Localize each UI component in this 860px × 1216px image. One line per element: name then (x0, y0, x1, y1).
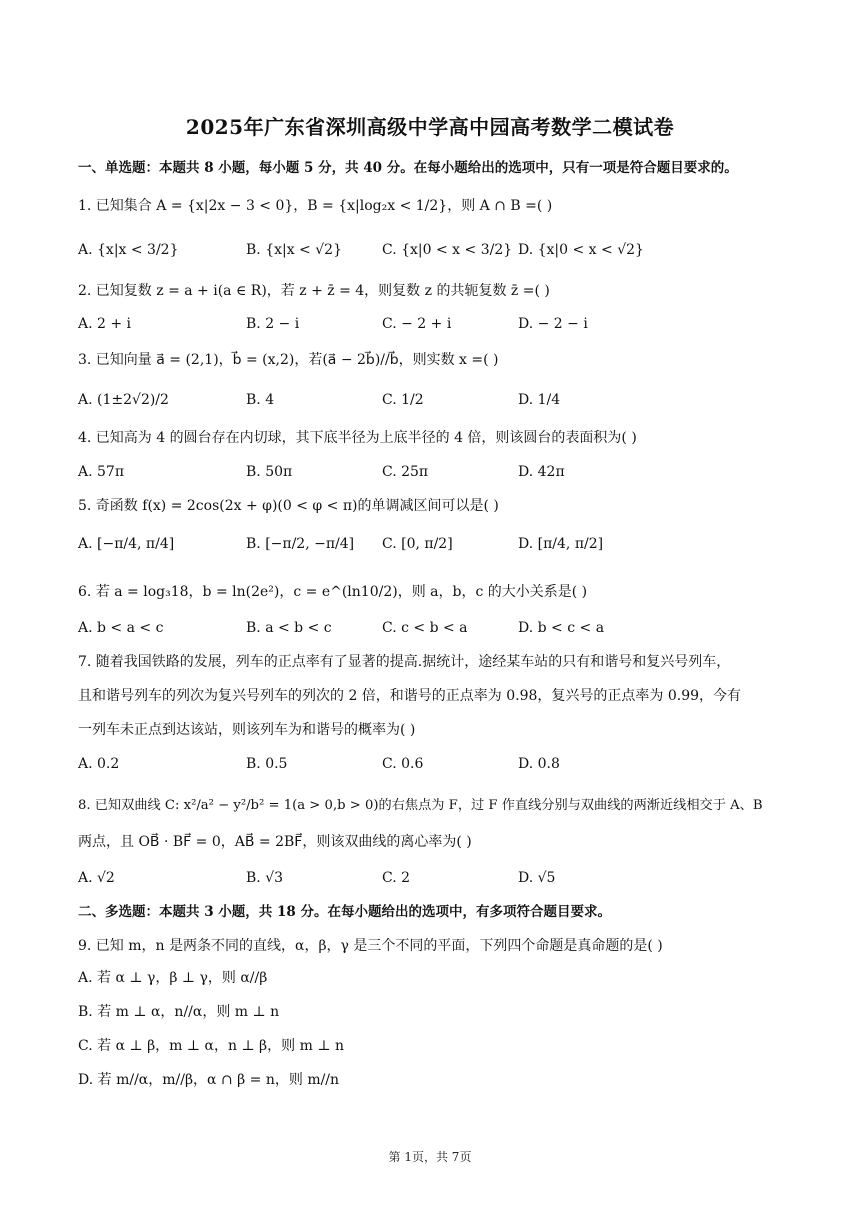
option-c: C. 若 α ⊥ β，m ⊥ α，n ⊥ β，则 m ⊥ n (78, 1038, 344, 1054)
option-d: D. 若 m//α，m//β，α ∩ β = n，则 m//n (78, 1072, 340, 1088)
question-stem: 7. 随着我国铁路的发展，列车的正点率有了显著的提高.据统计，途经某车站的只有和谐号和复兴号列车， (78, 654, 731, 670)
option-b: B. 2 − i (246, 316, 300, 332)
option-b: B. 0.5 (246, 756, 288, 772)
option-d: D. b < c < a (518, 620, 605, 636)
option-b: B. {x|x < √2} (246, 242, 342, 258)
question-stem: 1. 已知集合 A = {x|2x − 3 < 0}，B = {x|log₂x < 1/2}，则 A ∩ B =( ) (78, 198, 553, 214)
option-d: D. 42π (518, 464, 565, 480)
option-c: C. − 2 + i (382, 316, 452, 332)
option-c: C. 25π (382, 464, 429, 480)
option-b: B. 50π (246, 464, 293, 480)
option-a: A. 57π (78, 464, 125, 480)
option-c: C. 1/2 (382, 392, 424, 408)
option-b: B. 若 m ⊥ α，n//α，则 m ⊥ n (78, 1004, 280, 1020)
option-b: B. a < b < c (246, 620, 332, 636)
option-a: A. 0.2 (78, 756, 120, 772)
page-title: 2025年广东省深圳高级中学高中园高考数学二模试卷 (185, 115, 675, 139)
option-d: D. − 2 − i (518, 316, 588, 332)
option-c: C. {x|0 < x < 3/2} (382, 242, 513, 258)
question-stem: 8. 已知双曲线 C: x²/a² − y²/b² = 1(a > 0,b > 0)的右焦点为 F，过 F 作直线分别与双曲线的两渐近线相交于 A、B (78, 798, 763, 813)
option-c: C. c < b < a (382, 620, 468, 636)
option-a: A. 2 + i (78, 316, 132, 332)
question-stem: 9. 已知 m，n 是两条不同的直线，α，β，γ 是三个不同的平面，下列四个命题是真命题的是( ) (78, 938, 663, 954)
option-a: A. b < a < c (78, 620, 164, 636)
option-b: B. 4 (246, 392, 275, 408)
option-c: C. [0, π/2] (382, 536, 453, 552)
question-stem-continued: 且和谐号列车的列次为复兴号列车的列次的 2 倍，和谐号的正点率为 0.98，复兴号的正点率为 0.99，今有 (78, 688, 742, 704)
question-stem: 5. 奇函数 f(x) = 2cos(2x + φ)(0 < φ < π)的单调减区间可以是( ) (78, 498, 499, 514)
option-c: C. 0.6 (382, 756, 424, 772)
option-a: A. [−π/4, π/4] (78, 536, 175, 552)
option-c: C. 2 (382, 870, 411, 886)
option-d: D. √5 (518, 870, 556, 886)
option-a: A. 若 α ⊥ γ，β ⊥ γ，则 α//β (78, 970, 268, 986)
option-b: B. [−π/2, −π/4] (246, 536, 355, 552)
question-stem: 6. 若 a = log₃18，b = ln(2e²)，c = e^(ln10/2)，则 a，b，c 的大小关系是( ) (78, 584, 588, 600)
question-stem: 2. 已知复数 z = a + i(a ∈ R)，若 z + z̄ = 4，则复数 z 的共轭复数 z̄ =( ) (78, 283, 550, 299)
option-a: A. {x|x < 3/2} (78, 242, 179, 258)
option-b: B. √3 (246, 870, 284, 886)
option-a: A. (1±2√2)/2 (78, 392, 169, 408)
option-d: D. [π/4, π/2] (518, 536, 604, 552)
option-a: A. √2 (78, 870, 115, 886)
section-heading-single-choice: 一、单选题：本题共 8 小题，每小题 5 分，共 40 分。在每小题给出的选项中，只有一项是符合题目要求的。 (78, 160, 738, 176)
option-d: D. {x|0 < x < √2} (518, 242, 644, 258)
option-d: D. 1/4 (518, 392, 561, 408)
question-stem-continued: 两点，且 OB⃗ · BF⃗ = 0，AB⃗ = 2BF⃗，则该双曲线的离心率为( ) (78, 834, 472, 850)
option-d: D. 0.8 (518, 756, 560, 772)
question-stem-continued: 一列车未正点到达该站，则该列车为和谐号的概率为( ) (78, 722, 416, 738)
question-stem: 4. 已知高为 4 的圆台存在内切球，其下底半径为上底半径的 4 倍，则该圆台的表面积为( ) (78, 430, 637, 446)
section-heading-multiple-choice: 二、多选题：本题共 3 小题，共 18 分。在每小题给出的选项中，有多项符合题目要求。 (78, 904, 611, 920)
question-stem: 3. 已知向量 a⃗ = (2,1)，b⃗ = (x,2)，若(a⃗ − 2b⃗)//b⃗，则实数 x =( ) (78, 352, 499, 368)
page-footer: 第 1页，共 7页 (388, 1150, 472, 1164)
